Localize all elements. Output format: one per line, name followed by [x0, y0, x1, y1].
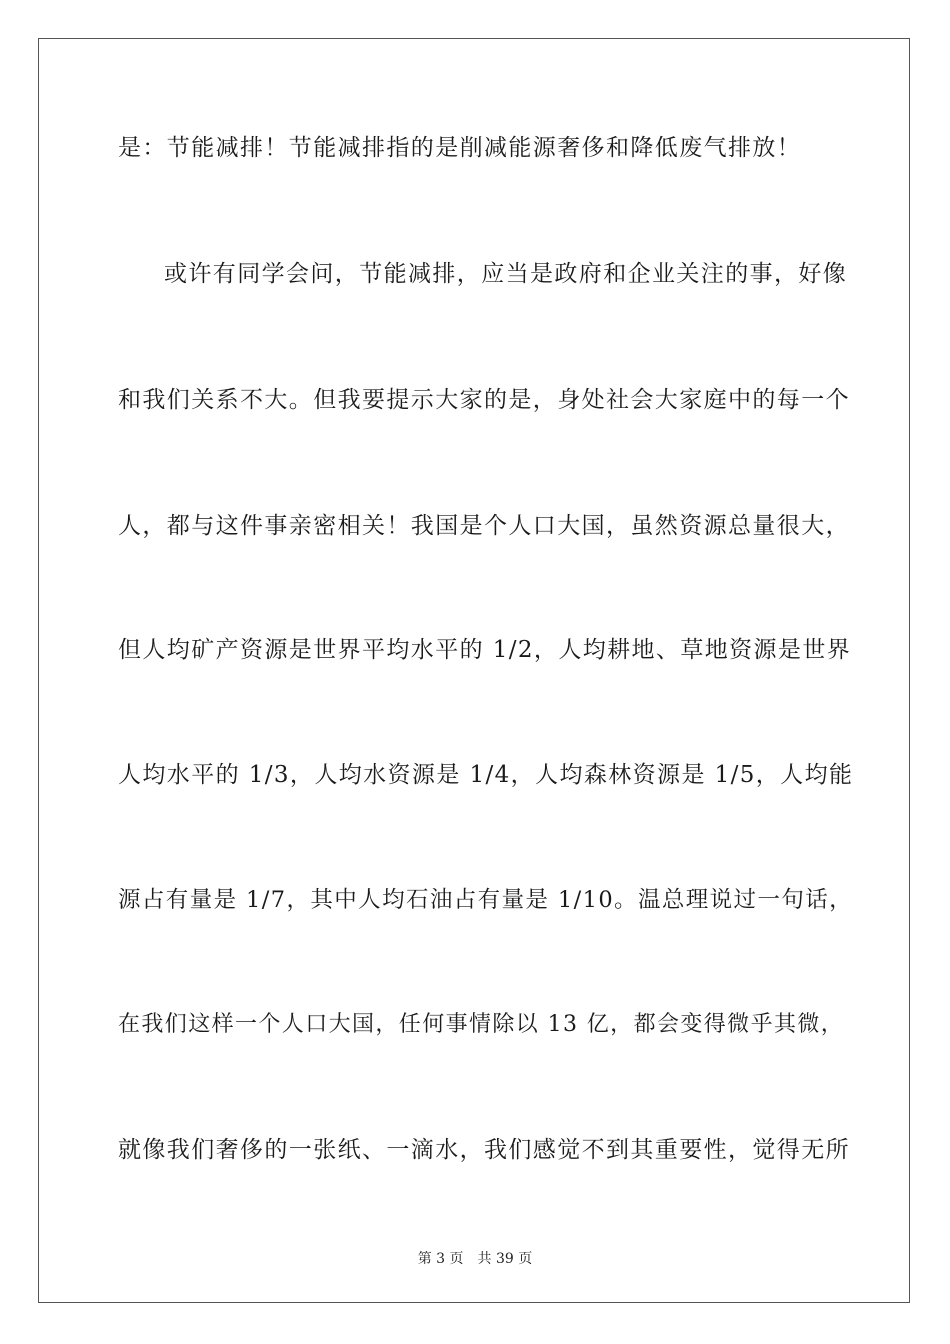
text-line-2: 或许有同学会问，节能减排，应当是政府和企业关注的事，好像: [164, 261, 848, 287]
text-line-7: 源占有量是 1/7，其中人均石油占有量是 1/10。温总理说过一句话，: [118, 887, 854, 913]
page-border: [38, 38, 910, 1303]
text-line-1: 是：节能减排！节能减排指的是削减能源奢侈和降低废气排放！: [118, 135, 802, 161]
text-line-8: 在我们这样一个人口大国，任何事情除以 13 亿，都会变得微乎其微，: [118, 1012, 845, 1037]
text-line-4: 人，都与这件事亲密相关！我国是个人口大国，虽然资源总量很大，: [118, 513, 850, 539]
page-number: 第 3 页: [417, 1251, 464, 1267]
text-line-5: 但人均矿产资源是世界平均水平的 1/2，人均耕地、草地资源是世界: [118, 637, 852, 663]
total-pages: 共 39 页: [477, 1251, 533, 1267]
text-line-3: 和我们关系不大。但我要提示大家的是，身处社会大家庭中的每一个: [118, 387, 850, 413]
text-line-6: 人均水平的 1/3，人均水资源是 1/4，人均森林资源是 1/5，人均能: [118, 762, 854, 788]
text-line-9: 就像我们奢侈的一张纸、一滴水，我们感觉不到其重要性，觉得无所: [118, 1137, 850, 1163]
page-footer: [0, 1248, 950, 1268]
